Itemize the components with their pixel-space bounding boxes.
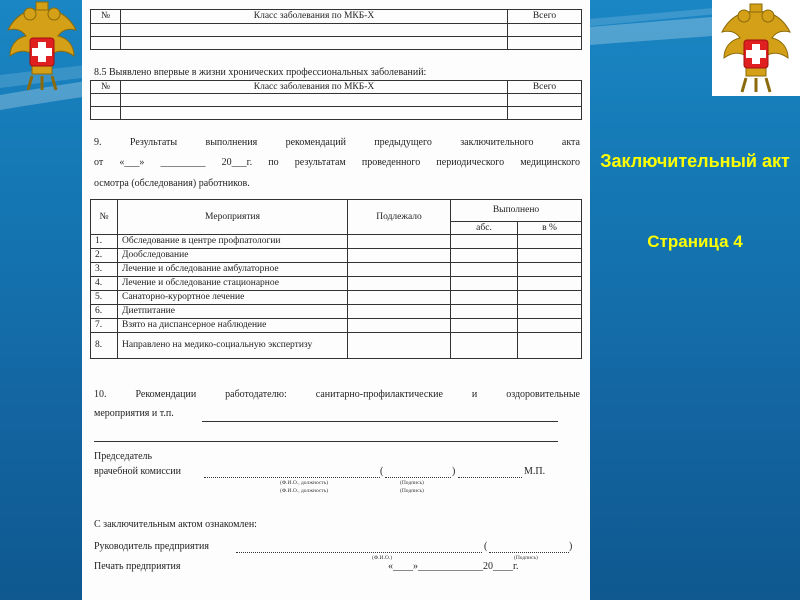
- row-number: 4.: [91, 277, 118, 291]
- head-sign-line: [489, 552, 569, 553]
- fio-hint: (Ф.И.О., должность): [280, 488, 329, 494]
- open-paren: (: [484, 541, 488, 552]
- chairman-name-line: [204, 477, 380, 478]
- col-header-subject: Подлежало: [348, 200, 451, 235]
- col-header-class: Класс заболевания по МКБ-X: [121, 10, 508, 24]
- fio-hint: (Ф.И.О.): [372, 555, 393, 561]
- col-header-no: №: [91, 10, 121, 24]
- head-name-line: [236, 552, 482, 553]
- recommendations-results-table: [90, 199, 582, 359]
- col-header-total: Всего: [508, 81, 582, 94]
- close-paren: ): [569, 541, 573, 552]
- table-row: [91, 305, 582, 319]
- row-measure: Направлено на медико-социальную экспертизу: [118, 333, 348, 359]
- table-row: [91, 277, 582, 291]
- coat-of-arms-emblem-icon: [712, 0, 800, 96]
- col-header-no: №: [91, 81, 121, 94]
- sign-hint: (Подпись): [400, 488, 424, 494]
- sign-hint: (Подпись): [400, 480, 424, 486]
- stamp-label: М.П.: [524, 466, 546, 477]
- row-measure: Дообследование: [118, 249, 348, 263]
- col-header-class: Класс заболевания по МКБ-X: [121, 81, 508, 94]
- chairman-label: Председатель: [94, 451, 153, 462]
- sign-hint: (Подпись): [514, 555, 538, 561]
- row-measure: Обследование в центре профпатологии: [118, 235, 348, 249]
- col-header-done: Выполнено: [451, 200, 582, 222]
- section-10-line-2: мероприятия и т.п.: [94, 408, 174, 419]
- row-measure: Диетпитание: [118, 305, 348, 319]
- commission-label: врачебной комиссии: [94, 466, 181, 477]
- row-measure: Санаторно-курортное лечение: [118, 291, 348, 305]
- slide-title: Заключительный акт: [600, 151, 790, 171]
- date-field: «____»_____________20____г.: [388, 561, 519, 572]
- open-paren: (: [380, 466, 384, 477]
- col-header-pct: в %: [518, 222, 582, 235]
- acquainted-label: С заключительным актом ознакомлен:: [94, 519, 257, 530]
- recommendations-line: [94, 441, 558, 442]
- disease-class-table-top: [90, 9, 582, 50]
- section-9-line-3: осмотра (обследования) работников.: [94, 178, 250, 189]
- table-row: [91, 291, 582, 305]
- row-measure: Лечение и обследование амбулаторное: [118, 263, 348, 277]
- row-measure: Взято на диспансерное наблюдение: [118, 319, 348, 333]
- section-9-line-1: 9. Результаты выполнения рекомендаций предыдущего заключительного акта: [94, 137, 580, 148]
- row-measure: Лечение и обследование стационарное: [118, 277, 348, 291]
- table-row: [91, 235, 582, 249]
- chairman-sign-line: [385, 477, 451, 478]
- row-number: 8.: [91, 333, 118, 359]
- col-header-measures: Мероприятия: [118, 200, 348, 235]
- row-number: 2.: [91, 249, 118, 263]
- occupational-disease-table: [90, 80, 582, 120]
- coat-of-arms-emblem-icon: [2, 0, 82, 92]
- section-9-line-2: от «___» _________ 20___г. по результатам проведенного периодического медицинского: [94, 157, 580, 168]
- row-number: 3.: [91, 263, 118, 277]
- section-10-line-1: 10. Рекомендации работодателю: санитарно-профилактические и оздоровительные: [94, 389, 580, 400]
- table-row: [91, 263, 582, 277]
- table-row: [91, 333, 582, 359]
- col-header-no: №: [91, 200, 118, 235]
- table-row: [91, 249, 582, 263]
- stamp-line: [458, 477, 522, 478]
- row-number: 5.: [91, 291, 118, 305]
- table-row: [91, 319, 582, 333]
- close-paren: ): [452, 466, 456, 477]
- row-number: 1.: [91, 235, 118, 249]
- fio-hint: (Ф.И.О., должность): [280, 480, 329, 486]
- company-seal-label: Печать предприятия: [94, 561, 181, 572]
- head-of-company-label: Руководитель предприятия: [94, 541, 209, 552]
- col-header-total: Всего: [508, 10, 582, 24]
- section-8-5-heading: 8.5 Выявлено впервые в жизни хронических профессиональных заболеваний:: [94, 67, 427, 78]
- col-header-abs: абс.: [451, 222, 518, 235]
- row-number: 7.: [91, 319, 118, 333]
- row-number: 6.: [91, 305, 118, 319]
- document-page: [82, 0, 590, 600]
- slide-page-label: Страница 4: [647, 232, 743, 251]
- recommendations-line: [202, 421, 558, 422]
